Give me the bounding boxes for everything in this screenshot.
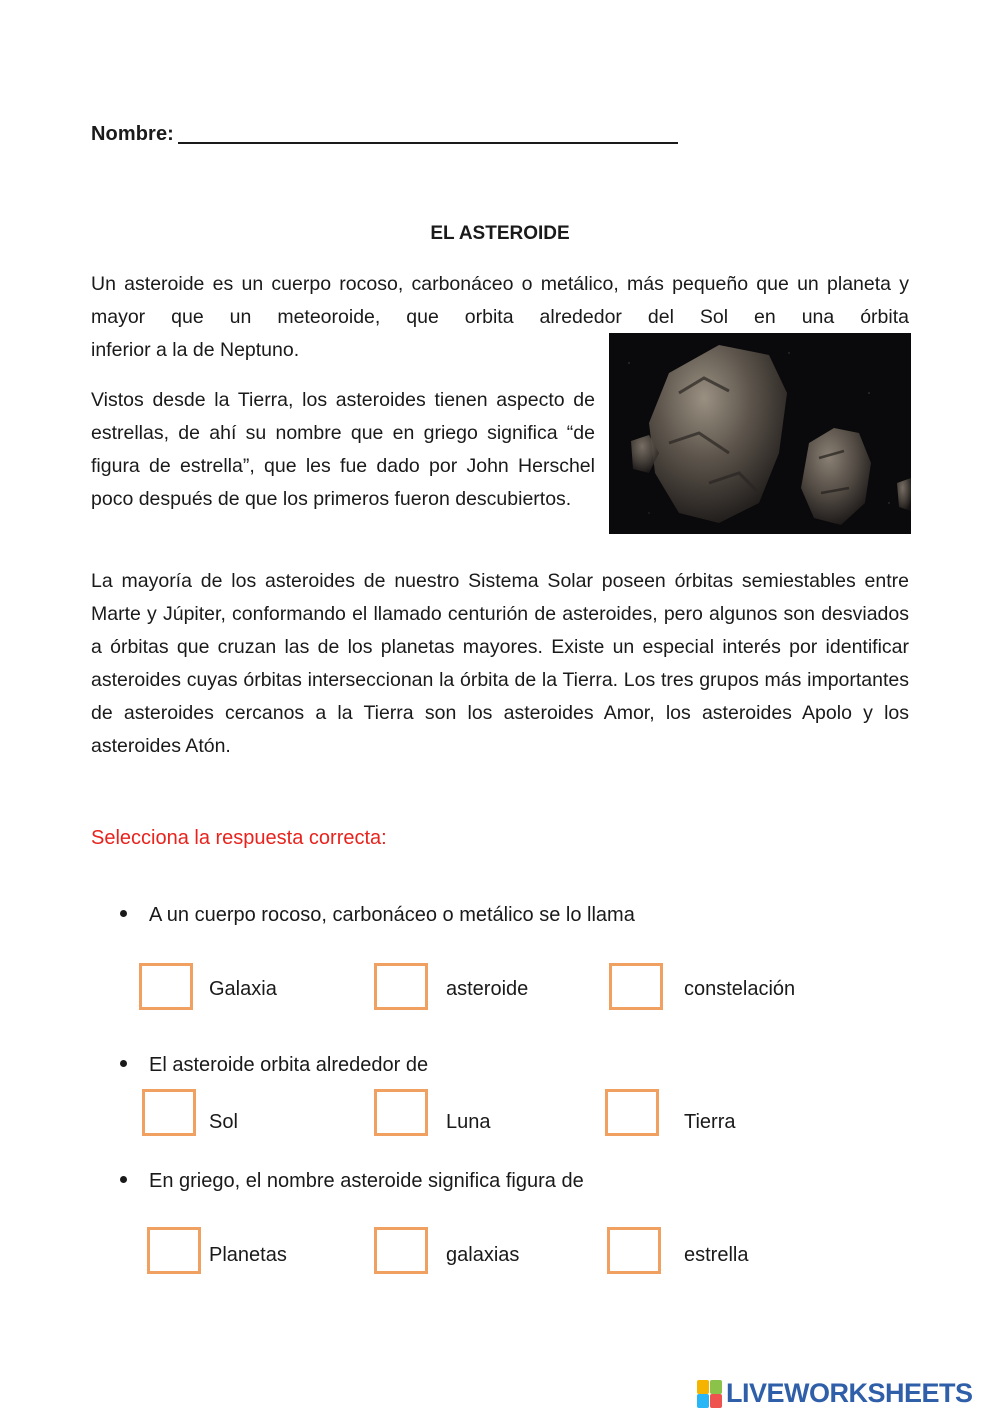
paragraph-1-end: inferior a la de Neptuno. <box>91 339 300 361</box>
bullet-icon <box>120 910 127 917</box>
q2-option-2-label: Luna <box>446 1111 491 1133</box>
instruction-text: Selecciona la respuesta correcta: <box>91 827 387 849</box>
paragraph-2: Vistos desde la Tierra, los asteroides tienen aspecto de estrellas, de ahí su nombre que en griego significa “de figura de estrella”, que les fue dado por John Herschel poco después de que los primeros fueron descubiertos. <box>91 389 595 510</box>
liveworksheets-logo <box>697 1375 973 1411</box>
name-label: Nombre: <box>91 123 174 145</box>
name-blank-line <box>178 122 678 144</box>
logo-text: LIVEWORKSHEETS <box>726 1377 973 1408</box>
q1-option-2-checkbox[interactable] <box>374 963 428 1010</box>
bullet-icon <box>120 1060 127 1067</box>
question-2-text: El asteroide orbita alrededor de <box>149 1054 429 1076</box>
question-3-text: En griego, el nombre asteroide significa figura de <box>149 1170 584 1192</box>
name-field <box>91 122 678 146</box>
q1-option-3-checkbox[interactable] <box>609 963 663 1010</box>
q1-option-1-label: Galaxia <box>209 978 277 1000</box>
q1-option-3-label: constelación <box>684 978 796 1000</box>
q1-option-2-label: asteroide <box>446 978 529 1000</box>
q1-option-1-checkbox[interactable] <box>139 963 193 1010</box>
page-title: EL ASTEROIDE <box>430 223 570 244</box>
logo-icon <box>697 1378 723 1408</box>
question-1 <box>120 904 635 927</box>
question-2 <box>120 1054 428 1077</box>
q3-option-1-label: Planetas <box>209 1244 287 1266</box>
q3-option-2-label: galaxias <box>446 1244 520 1266</box>
bullet-icon <box>120 1176 127 1183</box>
q2-option-3-checkbox[interactable] <box>605 1089 659 1136</box>
asteroid-image <box>609 333 911 534</box>
q2-option-2-checkbox[interactable] <box>374 1089 428 1136</box>
q2-option-1-checkbox[interactable] <box>142 1089 196 1136</box>
q3-option-1-checkbox[interactable] <box>147 1227 201 1274</box>
question-3 <box>120 1170 584 1193</box>
q3-option-2-checkbox[interactable] <box>374 1227 428 1274</box>
q2-option-1-label: Sol <box>209 1111 238 1133</box>
q2-option-3-label: Tierra <box>684 1111 736 1133</box>
q3-option-3-label: estrella <box>684 1244 749 1266</box>
q3-option-3-checkbox[interactable] <box>607 1227 661 1274</box>
paragraph-3: La mayoría de los asteroides de nuestro Sistema Solar poseen órbitas semiestables entre Marte y Júpiter, conformando el llamado centurión de asteroides, pero algunos son desviados a órbitas que cruzan las de los planetas mayores. Existe un especial interés por identificar asteroides cuyas órbitas interseccionan la órbita de la Tierra. Los tres grupos más importantes de asteroides cercanos a la Tierra son los asteroides Amor, los asteroides Apolo y los asteroides Atón. <box>91 570 909 757</box>
question-1-text: A un cuerpo rocoso, carbonáceo o metálico se lo llama <box>149 904 635 926</box>
paragraph-1: Un asteroide es un cuerpo rocoso, carbonáceo o metálico, más pequeño que un planeta y mayor que un meteoroide, que orbita alrededor del Sol en una órbita <box>91 273 909 328</box>
